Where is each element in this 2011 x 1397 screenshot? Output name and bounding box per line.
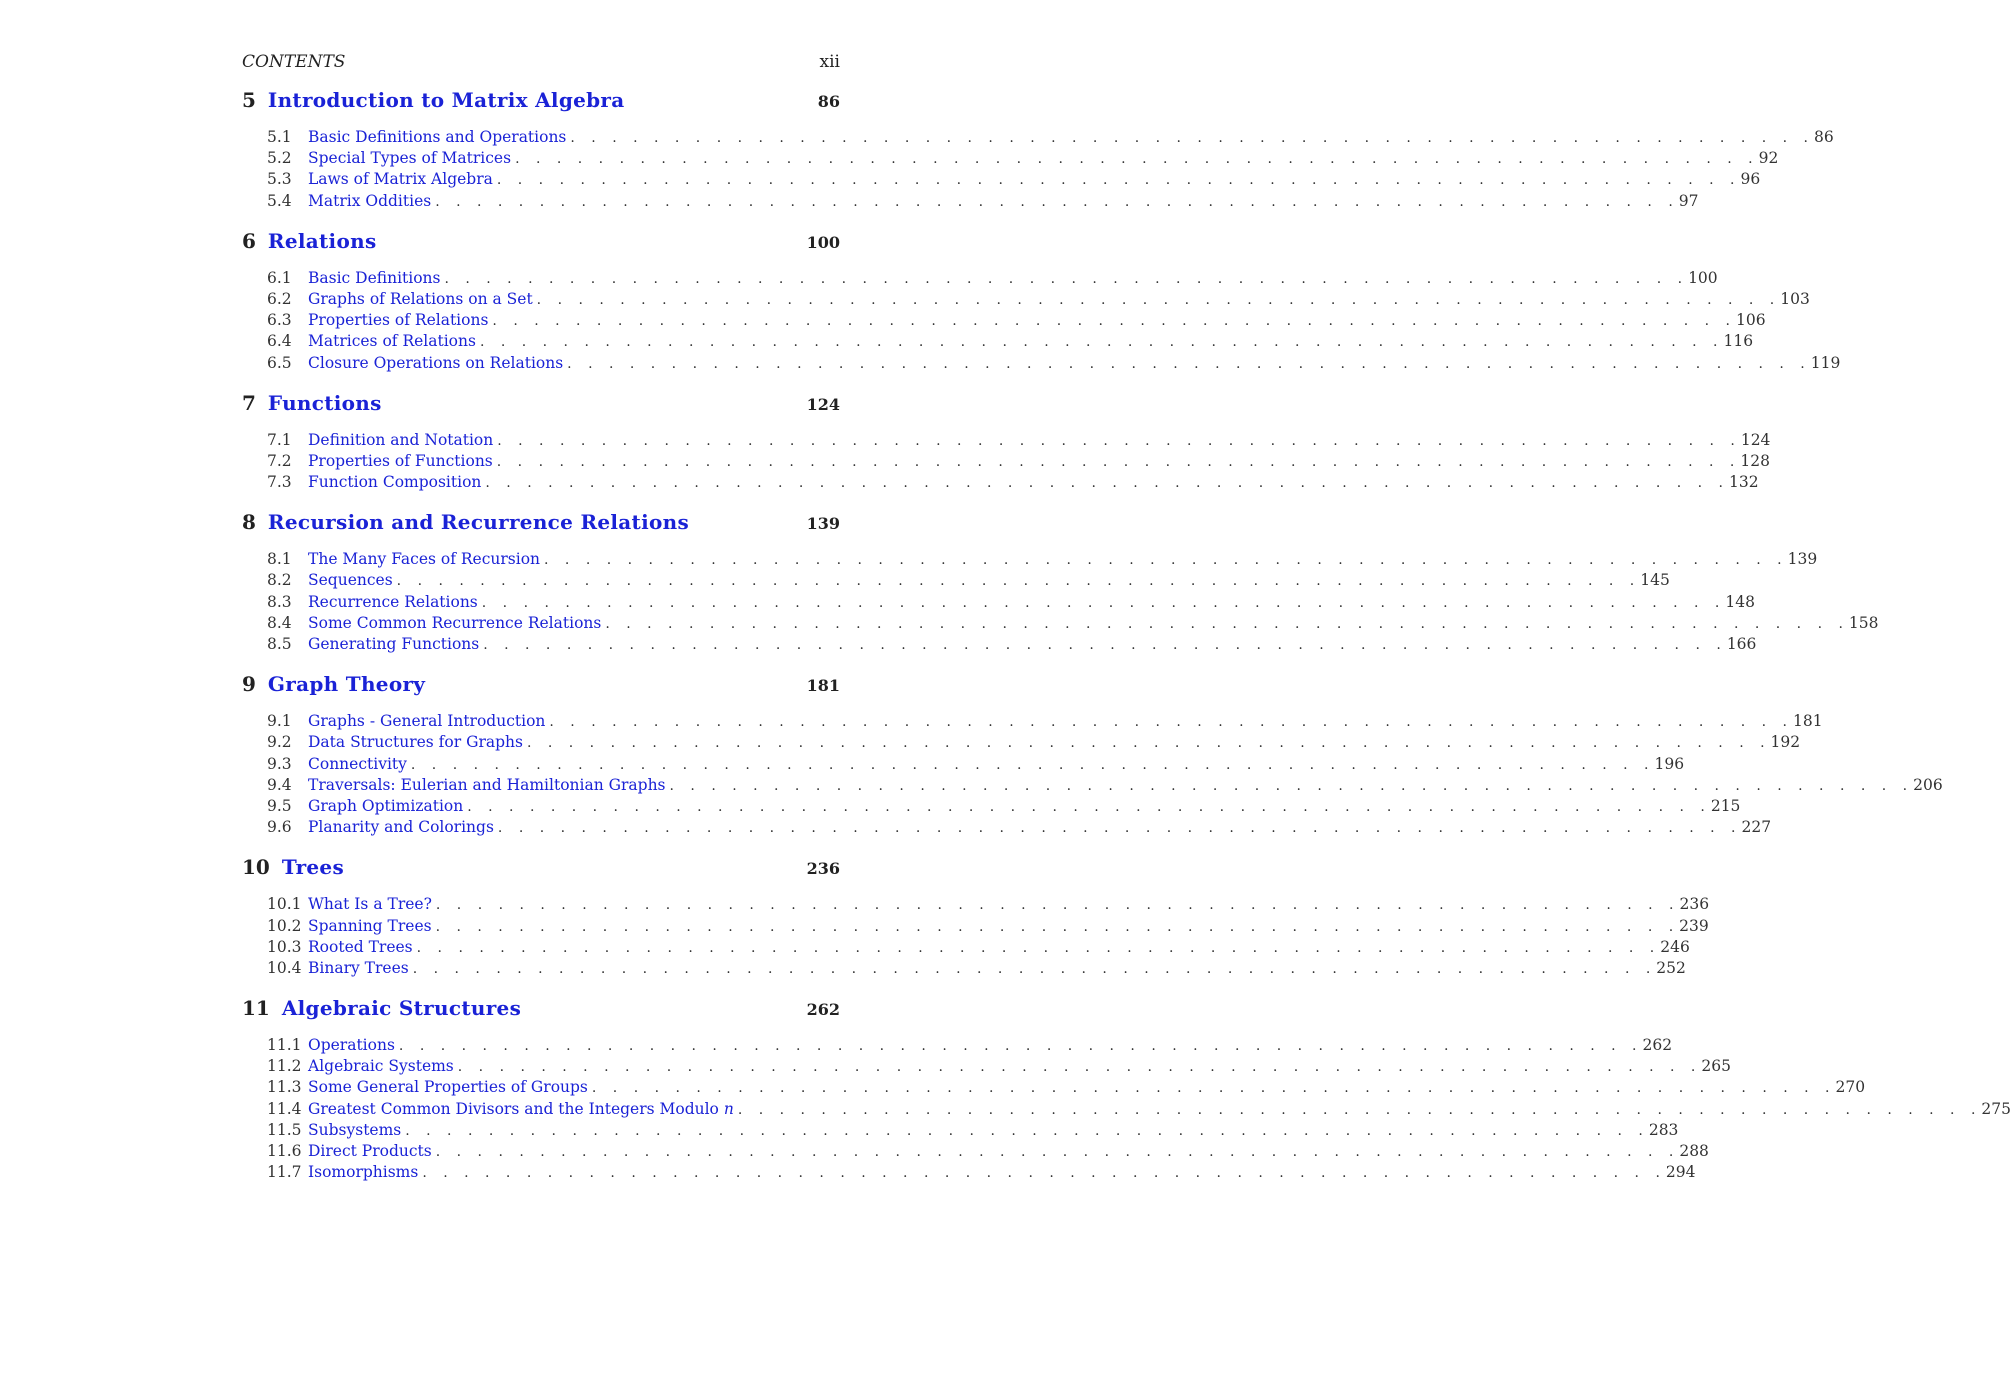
leader-dots: . . . . . . . . . . . . . . . . . . . . . . . . . . . . . . . . . . . . . . . . . . . . . . . . . . . . . . . . . . . . xyxy=(412,960,1657,977)
leader-dots: . . . . . . . . . . . . . . . . . . . . . . . . . . . . . . . . . . . . . . . . . . . . . . . . . . . . . . . . . . . . xyxy=(497,432,1741,449)
section-title-text: Isomorphisms xyxy=(308,1163,419,1182)
chapter-number: 7 xyxy=(242,390,256,415)
chapter xyxy=(242,672,1943,839)
section-title-text: What Is a Tree? xyxy=(308,895,432,914)
section-entry[interactable] xyxy=(242,796,1741,818)
section-title-text: Function Composition xyxy=(308,473,482,492)
section-title-link[interactable] xyxy=(308,917,436,935)
section-page-number: 181 xyxy=(1792,712,1823,731)
section-number: 9.5 xyxy=(267,796,292,815)
section-title-link[interactable] xyxy=(308,959,413,977)
leader-dots: . . . . . . . . . . . . . . . . . . . . . . . . . . . . . . . . . . . . . . . . . . . . . . . . . . . . . . . . . . . . xyxy=(669,777,1914,794)
chapter-number: 6 xyxy=(242,228,256,253)
leader-dots: . . . . . . . . . . . . . . . . . . . . . . . . . . . . . . . . . . . . . . . . . . . . . . . . . . . . . . . . . . . . xyxy=(496,453,1741,470)
section-number: 8.2 xyxy=(267,571,292,590)
chapter-title-link[interactable]: Recursion and Recurrence Relations xyxy=(267,510,690,535)
section-title-link[interactable] xyxy=(308,354,567,372)
section-entry[interactable] xyxy=(242,592,1755,614)
section-number: 8.5 xyxy=(267,635,292,653)
section-entry[interactable] xyxy=(242,958,1686,980)
leader-dots: . . . . . . . . . . . . . . . . . . . . . . . . . . . . . . . . . . . . . . . . . . . . . . . . . . . . . . . . . . . . xyxy=(549,714,1793,731)
section-page-number: 239 xyxy=(1679,916,1709,935)
section-title-link[interactable] xyxy=(308,635,483,653)
leader-dots: . . . . . . . . . . . . . . . . . . . . . . . . . . . . . . . . . . . . . . . . . . . . . . . . . . . . . . . . . . . . xyxy=(467,798,1711,815)
section-title-text: Some Common Recurrence Relations xyxy=(308,613,602,632)
section-title-link[interactable] xyxy=(308,797,467,815)
section-entry[interactable] xyxy=(242,311,1766,332)
section-title-link[interactable] xyxy=(308,332,480,350)
chapter-page-number: 236 xyxy=(806,859,840,879)
section-entry[interactable] xyxy=(242,1163,1696,1184)
chapter-number: 11 xyxy=(242,996,270,1021)
chapter xyxy=(242,996,2011,1184)
chapter xyxy=(242,228,1841,375)
section-title-link[interactable] xyxy=(308,473,485,491)
section-entry[interactable] xyxy=(242,550,1818,571)
leader-dots: . . . . . . . . . . . . . . . . . . . . . . . . . . . . . . . . . . . . . . . . . . . . . . . . . . . . . . . . . . . . xyxy=(605,615,1849,632)
section-title-link[interactable] xyxy=(308,818,498,836)
section-entry[interactable] xyxy=(242,268,1718,290)
section-entry[interactable] xyxy=(242,473,1759,494)
section-entry[interactable] xyxy=(242,1036,1673,1057)
section-number: 5.1 xyxy=(267,128,292,146)
section-number: 9.3 xyxy=(267,754,292,773)
section-page-number: 132 xyxy=(1728,473,1759,492)
chapter-heading[interactable] xyxy=(242,996,840,1032)
section-title-text: Direct Products xyxy=(308,1142,432,1160)
section-title-link[interactable] xyxy=(308,431,497,449)
chapter-heading[interactable] xyxy=(242,391,840,427)
section-title-link[interactable] xyxy=(308,614,605,632)
section-title-link[interactable] xyxy=(308,452,497,470)
leader-dots: . . . . . . . . . . . . . . . . . . . . . . . . . . . . . . . . . . . . . . . . . . . . . . . . . . . . . . . . . . . . xyxy=(396,573,1641,590)
section-page-number: 206 xyxy=(1913,775,1943,794)
section-entry[interactable] xyxy=(242,895,1710,916)
section-number: 8.3 xyxy=(267,592,292,611)
leader-dots: . . . . . . . . . . . . . . . . . . . . . . . . . . . . . . . . . . . . . . . . . . . . . . . . . . . . . . . . . . . . xyxy=(479,334,1724,351)
chapter-page-number: 139 xyxy=(806,514,840,534)
section-number: 9.4 xyxy=(267,775,292,794)
section-entry[interactable] xyxy=(242,1057,1731,1078)
section-page-number: 100 xyxy=(1688,268,1718,287)
section-page-number: 116 xyxy=(1723,332,1754,351)
section-page-number: 227 xyxy=(1741,818,1772,837)
section-number: 7.3 xyxy=(267,473,292,492)
section-page-number: 262 xyxy=(1642,1036,1673,1055)
section-entry[interactable] xyxy=(242,149,1779,170)
leader-dots: . . . . . . . . . . . . . . . . . . . . . . . . . . . . . . . . . . . . . . . . . . . . . . . . . . . . . . . . . . . . xyxy=(567,355,1811,372)
chapter-page-number: 262 xyxy=(806,1000,840,1020)
section-page-number: 106 xyxy=(1736,311,1766,330)
section-entry[interactable] xyxy=(242,451,1770,473)
chapter-heading[interactable] xyxy=(242,88,840,124)
section-title-text: Some General Properties of Groups xyxy=(308,1078,588,1097)
section-title-link[interactable] xyxy=(308,776,670,794)
section-number: 11.2 xyxy=(267,1057,302,1076)
leader-dots: . . . . . . . . . . . . . . . . . . . . . . . . . . . . . . . . . . . . . . . . . . . . . . . . . . . . . . . . . . . . xyxy=(483,637,1727,653)
section-title-text: Traversals: Eulerian and Hamiltonian Graphs xyxy=(308,775,666,794)
section-title-text: Graph Optimization xyxy=(308,796,464,815)
chapter-page-number: 124 xyxy=(806,394,840,414)
section-number: 7.2 xyxy=(267,451,292,470)
section-entry[interactable] xyxy=(242,170,1761,191)
section-number: 11.6 xyxy=(267,1142,302,1160)
section-number: 9.6 xyxy=(267,818,292,837)
section-entry[interactable] xyxy=(242,571,1670,592)
leader-dots: . . . . . . . . . . . . . . . . . . . . . . . . . . . . . . . . . . . . . . . . . . . . . . . . . . . . . . . . . . . . xyxy=(496,172,1741,189)
section-title-link[interactable] xyxy=(308,311,492,329)
section-title-text: Subsystems xyxy=(308,1120,402,1139)
section-title-link[interactable] xyxy=(308,1078,592,1096)
section-page-number: 270 xyxy=(1835,1078,1866,1097)
section-page-number: 246 xyxy=(1660,937,1690,956)
section-page-number: 215 xyxy=(1710,796,1741,815)
chapter xyxy=(242,510,1879,656)
section-number: 10.2 xyxy=(267,916,302,935)
section-number: 6.1 xyxy=(267,268,292,287)
section-title-link[interactable] xyxy=(308,1036,399,1054)
section-page-number: 158 xyxy=(1848,613,1879,632)
section-page-number: 145 xyxy=(1640,571,1670,590)
section-title-text: The Many Faces of Recursion xyxy=(308,550,541,569)
leader-dots: . . . . . . . . . . . . . . . . . . . . . . . . . . . . . . . . . . . . . . . . . . . . . . . . . . . . . . . . . . . . xyxy=(444,270,1689,287)
section-entry[interactable] xyxy=(242,712,1823,733)
section-number: 9.2 xyxy=(267,733,292,752)
chapter-number: 9 xyxy=(242,672,256,697)
section-entry[interactable] xyxy=(242,430,1771,452)
section-number: 8.4 xyxy=(267,613,292,632)
section-number: 10.3 xyxy=(267,937,302,956)
section-page-number: 252 xyxy=(1656,958,1686,977)
running-head xyxy=(242,52,840,78)
section-number: 10.4 xyxy=(267,958,302,977)
section-title-text: Spanning Trees xyxy=(308,916,432,935)
leader-dots: . . . . . . . . . . . . . . . . . . . . . . . . . . . . . . . . . . . . . . . . . . . . . . . . . . . . . . . . . . . . xyxy=(410,756,1655,773)
leader-dots: . . . . . . . . . . . . . . . . . . . . . . . . . . . . . . . . . . . . . . . . . . . . . . . . . . . . . . . . . . . . xyxy=(435,897,1680,914)
section-title-text: Closure Operations on Relations xyxy=(308,353,564,372)
section-entry[interactable] xyxy=(242,353,1841,375)
section-title-link[interactable] xyxy=(308,269,444,287)
section-title-text: Data Structures for Graphs xyxy=(308,733,523,752)
section-title-text: Connectivity xyxy=(308,754,407,773)
chapter-title-link[interactable]: Introduction to Matrix Algebra xyxy=(267,88,625,112)
leader-dots: . . . . . . . . . . . . . . . . . . . . . . . . . . . . . . . . . . . . . . . . . . . . . . . . . . . . . . . . . . . . xyxy=(570,130,1814,146)
section-number: 6.5 xyxy=(267,353,292,372)
leader-dots: . . . . . . . . . . . . . . . . . . . . . . . . . . . . . . . . . . . . . . . . . . . . . . . . . . . . . . . . . . . . xyxy=(737,1101,1982,1118)
section-entry[interactable] xyxy=(242,332,1754,353)
section-page-number: 196 xyxy=(1654,754,1685,773)
section-title-link[interactable] xyxy=(308,128,570,146)
section-number: 8.1 xyxy=(267,550,292,569)
section-title-text: Properties of Functions xyxy=(308,451,493,470)
section-number: 11.5 xyxy=(267,1120,302,1139)
section-entry[interactable] xyxy=(242,613,1879,635)
section-entry[interactable] xyxy=(242,1120,1679,1142)
section-number: 10.1 xyxy=(267,895,302,914)
section-entry[interactable] xyxy=(242,1078,1866,1099)
leader-dots: . . . . . . . . . . . . . . . . . . . . . . . . . . . . . . . . . . . . . . . . . . . . . . . . . . . . . . . . . . . . xyxy=(485,475,1729,492)
chapter-page-number: 86 xyxy=(817,92,840,111)
section-entry[interactable] xyxy=(242,191,1699,213)
section-title-text: Graphs of Relations on a Set xyxy=(308,289,533,308)
section-title-text: Rooted Trees xyxy=(308,937,413,956)
section-title-text: Generating Functions xyxy=(308,635,480,653)
section-entry[interactable] xyxy=(242,128,1834,149)
section-title-text: Laws of Matrix Algebra xyxy=(308,170,493,189)
section-title-link[interactable] xyxy=(308,149,515,167)
leader-dots: . . . . . . . . . . . . . . . . . . . . . . . . . . . . . . . . . . . . . . . . . . . . . . . . . . . . . . . . . . . . xyxy=(435,1144,1680,1160)
section-title-link[interactable] xyxy=(308,1142,436,1160)
leader-dots: . . . . . . . . . . . . . . . . . . . . . . . . . . . . . . . . . . . . . . . . . . . . . . . . . . . . . . . . . . . . xyxy=(457,1059,1702,1076)
leader-dots: . . . . . . . . . . . . . . . . . . . . . . . . . . . . . . . . . . . . . . . . . . . . . . . . . . . . . . . . . . . . xyxy=(497,820,1742,837)
toc-page xyxy=(242,52,2011,1184)
section-page-number: 103 xyxy=(1780,289,1810,308)
section-title-variable: n xyxy=(723,1099,734,1118)
section-title-text: Properties of Relations xyxy=(308,311,489,330)
chapter-number: 10 xyxy=(242,855,270,880)
section-page-number: 294 xyxy=(1665,1163,1696,1182)
section-title-text: Binary Trees xyxy=(308,958,409,977)
section-entry[interactable] xyxy=(242,937,1690,959)
chapter xyxy=(242,855,1710,980)
chapter-heading[interactable] xyxy=(242,229,840,265)
section-entry[interactable] xyxy=(242,1142,1709,1163)
chapter xyxy=(242,390,1771,495)
leader-dots: . . . . . . . . . . . . . . . . . . . . . . . . . . . . . . . . . . . . . . . . . . . . . . . . . . . . . . . . . . . . xyxy=(422,1165,1666,1182)
section-title-text: Operations xyxy=(308,1036,395,1055)
section-title-text: Special Types of Matrices xyxy=(308,149,512,168)
section-number: 5.3 xyxy=(267,170,292,189)
section-page-number: 166 xyxy=(1726,635,1757,653)
section-number: 5.2 xyxy=(267,149,292,168)
section-title-text: Basic Definitions xyxy=(308,268,441,287)
section-page-number: 128 xyxy=(1740,451,1770,470)
leader-dots: . . . . . . . . . . . . . . . . . . . . . . . . . . . . . . . . . . . . . . . . . . . . . . . . . . . . . . . . . . . . xyxy=(526,735,1771,752)
leader-dots: . . . . . . . . . . . . . . . . . . . . . . . . . . . . . . . . . . . . . . . . . . . . . . . . . . . . . . . . . . . . xyxy=(416,939,1661,956)
section-title-link[interactable] xyxy=(308,895,436,913)
section-entry[interactable] xyxy=(242,818,1772,839)
section-title-link[interactable] xyxy=(308,170,497,188)
section-entry[interactable] xyxy=(242,775,1943,797)
chapter-number: 5 xyxy=(242,88,256,112)
section-title-text: Matrix Oddities xyxy=(308,191,432,210)
section-page-number: 192 xyxy=(1770,733,1801,752)
chapter-number: 8 xyxy=(242,510,256,535)
section-page-number: 265 xyxy=(1701,1057,1731,1076)
chapter-heading[interactable] xyxy=(242,672,840,708)
leader-dots: . . . . . . . . . . . . . . . . . . . . . . . . . . . . . . . . . . . . . . . . . . . . . . . . . . . . . . . . . . . . xyxy=(515,151,1759,168)
section-title-link[interactable] xyxy=(308,1163,422,1181)
section-title-link[interactable] xyxy=(308,1057,458,1075)
running-head-label: CONTENTS xyxy=(242,52,346,72)
chapter-heading[interactable] xyxy=(242,510,840,546)
section-page-number: 124 xyxy=(1740,430,1771,449)
section-title-text: Matrices of Relations xyxy=(308,332,476,351)
chapter-title-link[interactable]: Relations xyxy=(267,228,377,253)
chapter-heading[interactable] xyxy=(242,855,840,891)
table-of-contents xyxy=(242,88,2011,1184)
section-page-number: 119 xyxy=(1810,353,1841,372)
chapter-page-number: 181 xyxy=(806,676,840,696)
section-number: 11.3 xyxy=(267,1078,302,1097)
leader-dots: . . . . . . . . . . . . . . . . . . . . . . . . . . . . . . . . . . . . . . . . . . . . . . . . . . . . . . . . . . . . xyxy=(544,552,1788,569)
section-title-text: Planarity and Colorings xyxy=(308,818,494,837)
section-title-link[interactable] xyxy=(308,192,435,210)
section-entry[interactable] xyxy=(242,635,1757,656)
section-number: 6.2 xyxy=(267,289,292,308)
section-page-number: 148 xyxy=(1725,592,1755,611)
section-number: 7.1 xyxy=(267,430,292,449)
section-title-link[interactable] xyxy=(308,1100,738,1118)
section-title-link[interactable] xyxy=(308,712,549,730)
section-page-number: 275 xyxy=(1981,1099,2011,1118)
section-title-text: Greatest Common Divisors and the Integers Modulo xyxy=(308,1099,719,1118)
section-number: 5.4 xyxy=(267,191,292,210)
chapter-title-link[interactable]: Graph Theory xyxy=(267,672,426,697)
section-title-link[interactable] xyxy=(308,938,417,956)
section-entry[interactable] xyxy=(242,1099,2011,1121)
section-number: 11.7 xyxy=(267,1163,302,1182)
chapter-title-link[interactable]: Functions xyxy=(267,390,382,415)
section-page-number: 283 xyxy=(1648,1120,1679,1139)
section-number: 6.3 xyxy=(267,311,292,330)
section-title-text: Algebraic Systems xyxy=(308,1057,454,1076)
section-entry[interactable] xyxy=(242,289,1810,311)
section-title-link[interactable] xyxy=(308,550,544,568)
section-title-link[interactable] xyxy=(308,755,411,773)
section-page-number: 139 xyxy=(1787,550,1818,569)
section-title-text: Sequences xyxy=(308,571,393,590)
section-title-link[interactable] xyxy=(308,733,527,751)
section-page-number: 236 xyxy=(1679,895,1710,914)
section-page-number: 86 xyxy=(1813,128,1834,146)
section-title-text: Definition and Notation xyxy=(308,430,494,449)
section-number: 6.4 xyxy=(267,332,292,351)
section-entry[interactable] xyxy=(242,754,1685,776)
leader-dots: . . . . . . . . . . . . . . . . . . . . . . . . . . . . . . . . . . . . . . . . . . . . . . . . . . . . . . . . . . . . xyxy=(481,594,1726,611)
page-number: xii xyxy=(819,52,840,72)
section-title-link[interactable] xyxy=(308,571,397,589)
leader-dots: . . . . . . . . . . . . . . . . . . . . . . . . . . . . . . . . . . . . . . . . . . . . . . . . . . . . . . . . . . . . xyxy=(435,918,1680,935)
leader-dots: . . . . . . . . . . . . . . . . . . . . . . . . . . . . . . . . . . . . . . . . . . . . . . . . . . . . . . . . . . . . xyxy=(492,313,1736,330)
section-title-text: Graphs - General Introduction xyxy=(308,712,546,731)
section-title-link[interactable] xyxy=(308,593,482,611)
section-title-text: Recurrence Relations xyxy=(308,592,478,611)
section-page-number: 97 xyxy=(1678,191,1699,210)
section-page-number: 288 xyxy=(1679,1142,1709,1160)
chapter-page-number: 100 xyxy=(806,232,840,252)
leader-dots: . . . . . . . . . . . . . . . . . . . . . . . . . . . . . . . . . . . . . . . . . . . . . . . . . . . . . . . . . . . . xyxy=(398,1038,1643,1055)
section-title-text: Basic Definitions and Operations xyxy=(308,128,567,146)
section-number: 11.4 xyxy=(267,1099,302,1118)
leader-dots: . . . . . . . . . . . . . . . . . . . . . . . . . . . . . . . . . . . . . . . . . . . . . . . . . . . . . . . . . . . . xyxy=(536,291,1781,308)
section-title-link[interactable] xyxy=(308,1121,405,1139)
section-page-number: 92 xyxy=(1758,149,1779,168)
section-number: 11.1 xyxy=(267,1036,302,1055)
section-number: 9.1 xyxy=(267,712,292,731)
section-entry[interactable] xyxy=(242,733,1801,754)
chapter xyxy=(242,88,1834,213)
section-entry[interactable] xyxy=(242,916,1709,938)
leader-dots: . . . . . . . . . . . . . . . . . . . . . . . . . . . . . . . . . . . . . . . . . . . . . . . . . . . . . . . . . . . . xyxy=(591,1080,1836,1097)
section-page-number: 96 xyxy=(1740,170,1761,189)
leader-dots: . . . . . . . . . . . . . . . . . . . . . . . . . . . . . . . . . . . . . . . . . . . . . . . . . . . . . . . . . . . . xyxy=(405,1122,1649,1139)
leader-dots: . . . . . . . . . . . . . . . . . . . . . . . . . . . . . . . . . . . . . . . . . . . . . . . . . . . . . . . . . . . . xyxy=(435,193,1679,210)
chapter-title-link[interactable]: Trees xyxy=(281,855,345,880)
section-title-link[interactable] xyxy=(308,290,537,308)
chapter-title-link[interactable]: Algebraic Structures xyxy=(281,996,522,1021)
